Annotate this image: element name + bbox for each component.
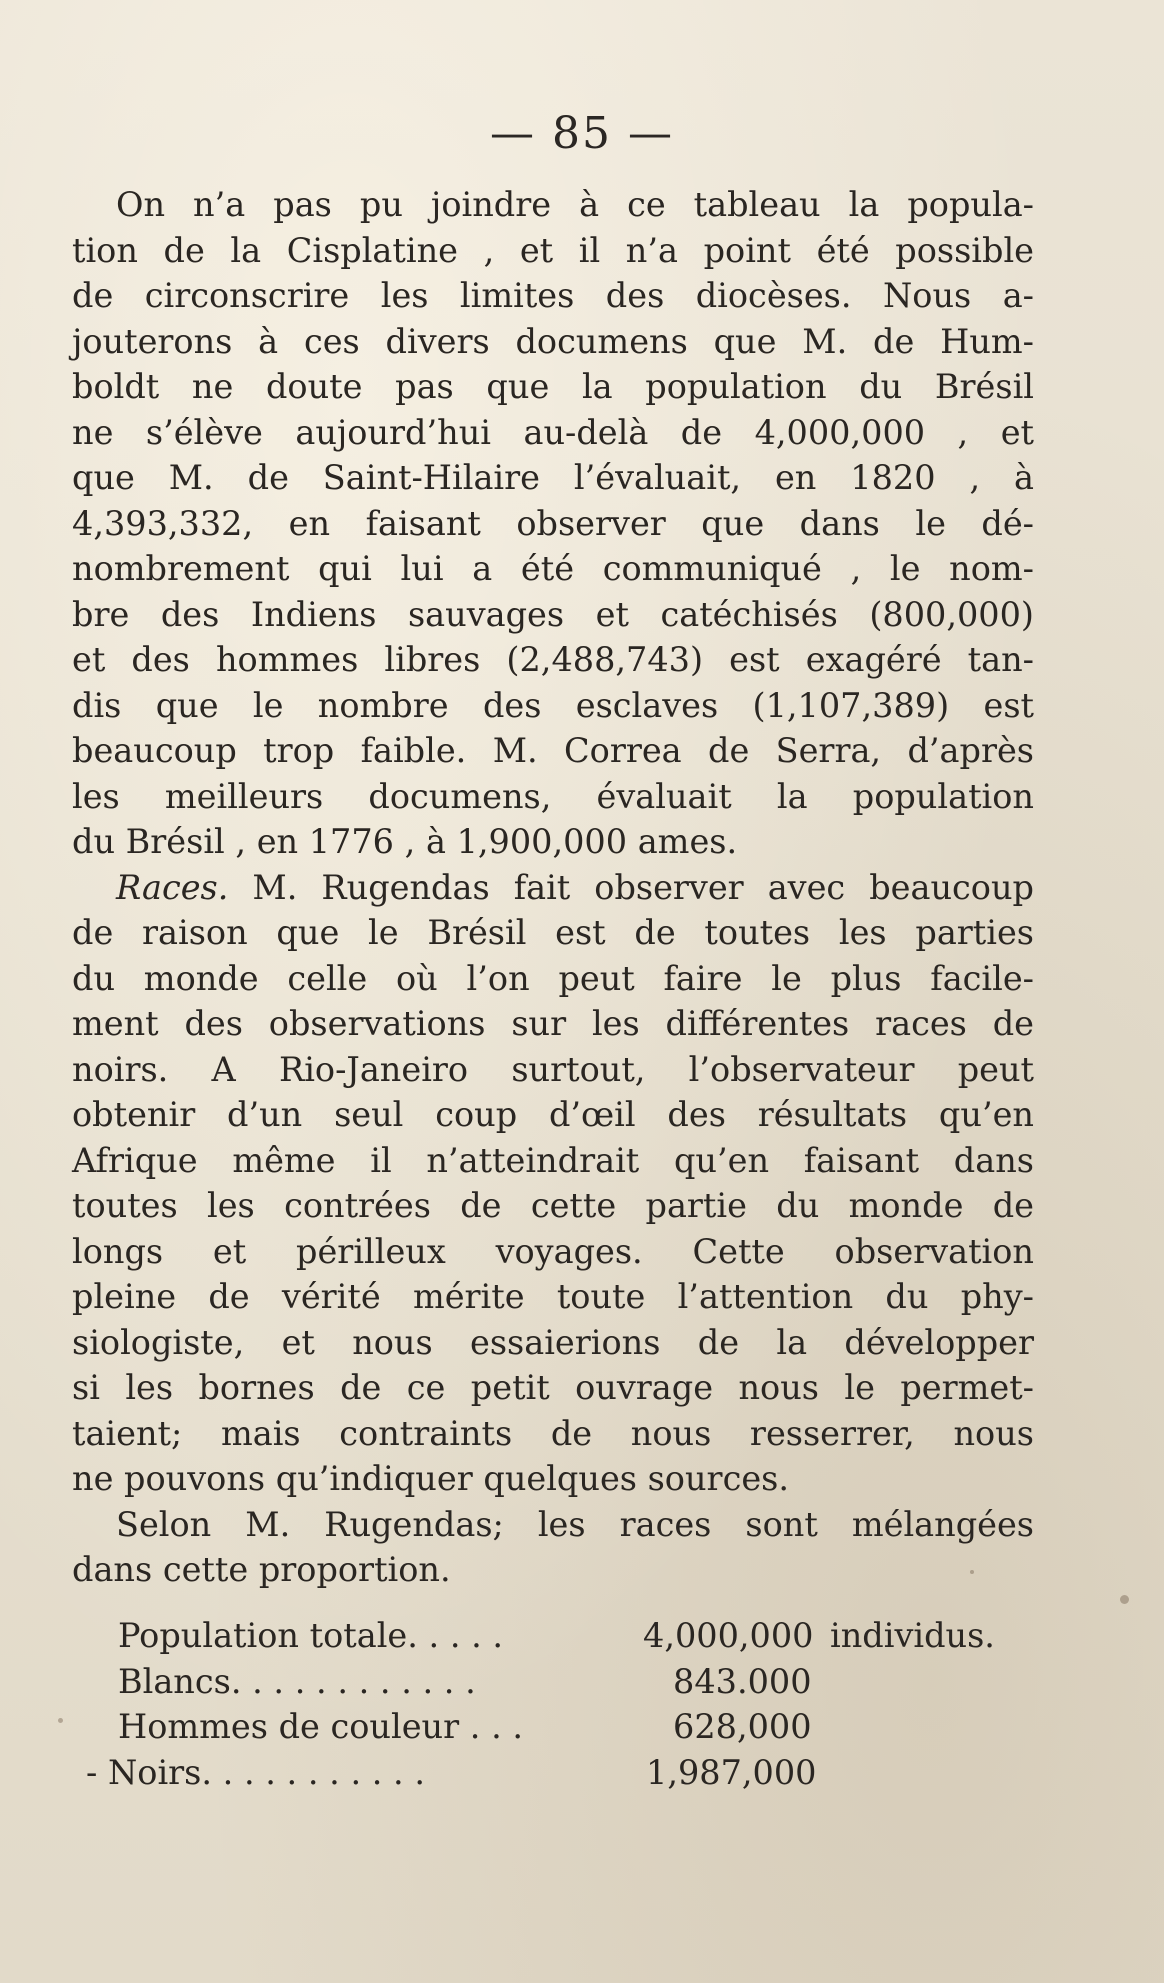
text-line: tion de la Cisplatine , et il n’a point été possible [72,230,1034,270]
row-label: Population totale. . . . . [118,1616,504,1655]
text-line: si les bornes de ce petit ouvrage nous le permet- [72,1368,1034,1407]
text-line: beaucoup trop faible. M. Correa de Serra, d’après [72,731,1034,770]
row-label: Blancs. . . . . . . . . . . . [118,1661,476,1701]
text-line [72,865,1034,911]
text-line-rest: M. Rugendas fait observer avec beaucoup [228,867,1034,907]
body-text [72,182,1034,1593]
text-line: obtenir d’un seul coup d’œil des résultats qu’en [72,1095,1034,1134]
text-line: ment des observations sur les différentes races de [72,1004,1034,1043]
text-line: boldt ne doute pas que la population du Brésil [72,367,1034,406]
text-line: nombrement qui lui a été communiqué , le nom- [72,549,1034,588]
text-line: dans cette proportion. [72,1550,451,1589]
text-line: noirs. A Rio-Janeiro surtout, l’observateur peut [72,1049,1034,1089]
text-line: 4,393,332, en faisant observer que dans le dé- [72,503,1034,543]
section-lead: Races. [116,867,229,907]
text-line: du monde celle où l’on peut faire le plus facile- [72,958,1034,998]
text-line: ne s’élève aujourd’hui au-delà de 4,000,000 , et [72,412,1034,452]
text-line: que M. de Saint-Hilaire l’évaluait, en 1820 , à [72,458,1034,497]
row-unit: individus. [830,1616,995,1655]
text-line: dis que le nombre des esclaves (1,107,389) est [72,685,1034,725]
row-value: 628,000 [673,1707,812,1746]
text-line: toutes les contrées de cette partie du monde de [72,1186,1034,1225]
text-line: du Brésil , en 1776 , à 1,900,000 ames. [72,822,738,861]
text-line: de circonscrire les limites des diocèses. Nous a- [72,276,1034,315]
text-line: Selon M. Rugendas; les races sont mélangées [116,1504,1034,1544]
text-line: ne pouvons qu’indiquer quelques sources. [72,1459,789,1498]
text-line: et des hommes libres (2,488,743) est exagéré tan- [72,640,1034,679]
row-value: 843.000 [673,1661,812,1701]
row-value: 4,000,000 [643,1616,814,1655]
text-line: siologiste, et nous essaierions de la développer [72,1322,1034,1362]
population-table [86,1613,1038,1795]
paper-speck [970,1570,974,1574]
text-line: les meilleurs documens, évaluait la population [72,776,1034,816]
table-row [86,1750,1038,1796]
paper-speck [1120,1595,1129,1604]
table-row [118,1659,1038,1705]
page-number: — 85 — [490,108,674,159]
text-line: On n’a pas pu joindre à ce tableau la popula- [116,185,1034,224]
text-line: longs et périlleux voyages. Cette observation [72,1231,1034,1271]
text-line: taient; mais contraints de nous resserrer, nous [72,1413,1034,1453]
text-line: pleine de vérité mérite toute l’attention du phy- [72,1277,1034,1316]
text-line: de raison que le Brésil est de toutes les parties [72,913,1034,952]
table-row [118,1613,1038,1659]
text-line: bre des Indiens sauvages et catéchisés (800,000) [72,594,1034,634]
row-value: 1,987,000 [646,1752,817,1792]
text-line: jouterons à ces divers documens que M. de Hum- [72,321,1034,361]
row-label: Hommes de couleur . . . [118,1707,524,1746]
paper-speck [58,1718,63,1723]
text-line: Afrique même il n’atteindrait qu’en faisant dans [72,1140,1034,1180]
table-row [118,1704,1038,1750]
row-label: - Noirs. . . . . . . . . . . [86,1752,425,1792]
